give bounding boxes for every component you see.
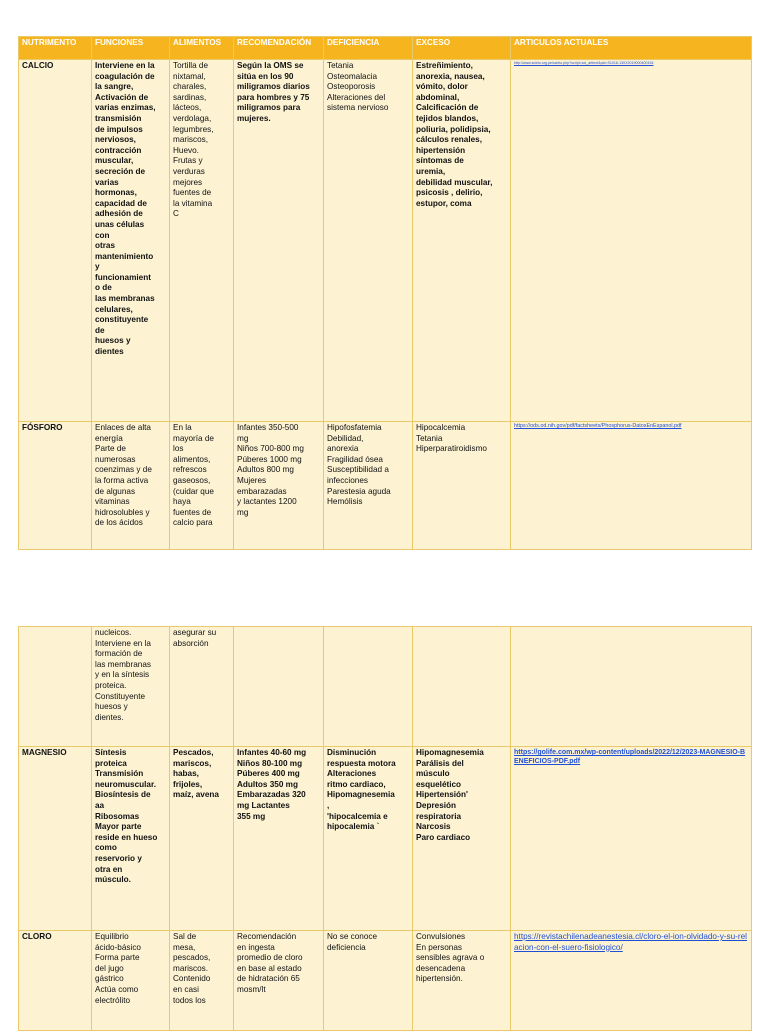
- cell-line: embarazadas: [237, 486, 287, 496]
- header-nutrimento: NUTRIMENTO: [19, 37, 92, 60]
- cell-line: Transmisión: [95, 769, 144, 779]
- cell-line: proteica: [95, 758, 127, 768]
- cell-line: mg Lactantes: [237, 800, 290, 810]
- cell-line: 355 mg: [237, 811, 266, 821]
- cell-line: Paro cardiaco: [416, 832, 471, 842]
- functions-cell: [92, 422, 170, 550]
- functions-cell: [92, 747, 170, 931]
- cell-line: Recomendación: [237, 932, 297, 941]
- cell-line: proteica.: [95, 680, 127, 690]
- cell-line: Alteraciones: [327, 769, 377, 779]
- header-deficiencia: DEFICIENCIA: [324, 37, 413, 60]
- article-link[interactable]: https://revistachilenadeanestesia.cl/cloro-el-ion-olvidado-y-su-relacion-con-el-suero-fisiologico/: [514, 932, 747, 952]
- cell-line: Síntesis: [95, 748, 127, 757]
- cell-line: fuentes de: [173, 507, 212, 517]
- cell-line: varias: [95, 177, 119, 187]
- cell-line: maíz, avena: [173, 790, 219, 800]
- cell-line: Niños 700-800 mg: [237, 444, 304, 454]
- nutrient-name: MAGNESIO: [19, 747, 92, 931]
- cell-line: contracción: [95, 145, 142, 155]
- cell-line: dientes: [95, 347, 124, 357]
- excess-cell: [413, 422, 511, 550]
- cell-line: Forma parte: [95, 953, 140, 963]
- cell-line: cálculos renales,: [416, 135, 482, 145]
- nutrient-name: CALCIO: [19, 60, 92, 422]
- nutrient-table-page1: [18, 36, 752, 550]
- cell-line: otras: [95, 241, 116, 251]
- cell-line: Hemólisis: [327, 497, 363, 507]
- cell-line: anorexia, nausea,: [416, 71, 485, 81]
- cell-line: como: [95, 843, 117, 853]
- header-alimentos: ALIMENTOS: [170, 37, 234, 60]
- cell-line: músculo: [416, 769, 450, 779]
- cell-line: Niños 80-100 mg: [237, 758, 303, 768]
- cell-line: ritmo cardiaco,: [327, 779, 386, 789]
- cell-line: la forma activa: [95, 475, 149, 485]
- cell-line: unas células: [95, 219, 145, 229]
- cell-line: los: [173, 444, 184, 454]
- recommendation-cell: [234, 747, 324, 931]
- deficiency-cell: [324, 422, 413, 550]
- cell-line: Frutas y: [173, 156, 203, 166]
- cell-line: de los ácidos: [95, 518, 143, 528]
- cell-line: charales,: [173, 82, 207, 92]
- cell-line: Hipomagnesemia: [327, 790, 395, 800]
- cell-line: funcionamient: [95, 272, 151, 282]
- cell-line: adhesión de: [95, 209, 143, 219]
- cell-line: promedio de cloro: [237, 953, 303, 963]
- cell-line: desencadena: [416, 963, 466, 973]
- cell-line: músculo.: [95, 875, 131, 885]
- cell-line: Equilibrio: [95, 932, 129, 941]
- cell-line: mantenimiento: [95, 251, 154, 261]
- article-cell: [511, 627, 752, 747]
- cell-line: mg: [237, 507, 249, 517]
- cell-line: frijoles,: [173, 779, 203, 789]
- nutrient-name: CLORO: [19, 931, 92, 1031]
- cell-line: Osteomalacia: [327, 71, 378, 81]
- cell-line: Hipocalcemia: [416, 423, 466, 432]
- cell-line: otra en: [95, 864, 123, 874]
- cell-line: sistema nervioso: [327, 103, 389, 113]
- cell-line: muscular,: [95, 156, 134, 166]
- cell-line: nucleicos.: [95, 628, 132, 637]
- cell-line: mujeres.: [237, 113, 271, 123]
- cell-line: lácteos,: [173, 103, 202, 113]
- functions-cell: [92, 60, 170, 422]
- cell-line: coagulación de: [95, 71, 155, 81]
- cell-line: las membranas: [95, 294, 155, 304]
- cell-line: Huevo.: [173, 145, 199, 155]
- cell-line: Disminución: [327, 748, 377, 757]
- cell-line: Contenido: [173, 974, 211, 984]
- cell-line: de: [95, 325, 105, 335]
- cell-line: habas,: [173, 769, 199, 779]
- cell-line: hormonas,: [95, 188, 137, 198]
- cell-line: haya: [173, 497, 191, 507]
- table-row-calcio: [19, 60, 752, 422]
- cell-line: infecciones: [327, 475, 368, 485]
- deficiency-cell: [324, 931, 413, 1031]
- cell-line: para hombres y 75: [237, 92, 310, 102]
- cell-line: hipertensión: [416, 145, 466, 155]
- cell-line: Calcificación de: [416, 103, 479, 113]
- cell-line: Alteraciones del: [327, 92, 386, 102]
- cell-line: nerviosos,: [95, 135, 136, 145]
- cell-line: Actúa como: [95, 984, 139, 994]
- deficiency-cell: [324, 60, 413, 422]
- cell-line: de algunas: [95, 486, 136, 496]
- foods-cell: [170, 422, 234, 550]
- cell-line: Activación de: [95, 92, 149, 102]
- cell-line: No se conoce: [327, 932, 378, 941]
- cell-line: En la: [173, 423, 192, 432]
- cell-line: gaseosos,: [173, 475, 211, 485]
- cell-line: Ribosomas: [95, 811, 140, 821]
- cell-line: Parestesia aguda: [327, 486, 391, 496]
- cell-line: miligramos para: [237, 103, 301, 113]
- cell-line: la vitamina: [173, 198, 213, 208]
- cell-line: pescados,: [173, 953, 211, 963]
- cell-line: sensibles agrava o: [416, 953, 485, 963]
- cell-line: constituyente: [95, 315, 149, 325]
- cell-line: debilidad muscular,: [416, 177, 493, 187]
- cell-line: mariscos.: [173, 963, 209, 973]
- cell-line: Tortilla de: [173, 61, 209, 70]
- cell-line: de impulsos: [95, 124, 143, 134]
- cell-line: neuromuscular.: [95, 779, 156, 789]
- header-articulos: ARTICULOS ACTUALES: [511, 37, 752, 60]
- cell-line: huesos y: [95, 336, 131, 346]
- excess-cell: [413, 931, 511, 1031]
- article-link[interactable]: https://ods.od.nih.gov/pdf/factsheets/Phosphorus-DatosEnEspanol.pdf: [514, 423, 682, 429]
- cell-line: y en la síntesis: [95, 670, 150, 680]
- cell-line: aa: [95, 800, 105, 810]
- cell-line: mayoría de: [173, 433, 214, 443]
- functions-cell: [92, 627, 170, 747]
- cell-line: mesa,: [173, 942, 196, 952]
- table-row-fosforo: [19, 422, 752, 550]
- cell-line: Púberes 400 mg: [237, 769, 300, 779]
- cell-line: Mayor parte: [95, 822, 142, 832]
- cell-line: Sal de: [173, 932, 197, 941]
- cell-line: de hidratación 65: [237, 974, 300, 984]
- cell-line: con: [95, 230, 110, 240]
- cell-line: Hipofosfatemia: [327, 423, 382, 432]
- cell-line: esquelético: [416, 779, 462, 789]
- cell-line: Embarazadas 320: [237, 790, 306, 800]
- cell-line: celulares,: [95, 304, 133, 314]
- cell-line: y: [95, 262, 100, 272]
- cell-line: absorción: [173, 638, 209, 648]
- cell-line: asegurar su: [173, 628, 217, 637]
- cell-line: gástrico: [95, 974, 124, 984]
- cell-line: respuesta motora: [327, 758, 396, 768]
- cell-line: coenzimas y de: [95, 465, 152, 475]
- deficiency-cell: [324, 747, 413, 931]
- cell-line: en casi: [173, 984, 199, 994]
- cell-line: formación de: [95, 649, 143, 659]
- cell-line: reside en hueso: [95, 832, 158, 842]
- cell-line: Adultos 350 mg: [237, 779, 298, 789]
- cell-line: síntomas de: [416, 156, 464, 166]
- cell-line: sitúa en los 90: [237, 71, 294, 81]
- cell-line: la sangre,: [95, 82, 134, 92]
- cell-line: hipocalemia `: [327, 822, 380, 832]
- cell-line: o de: [95, 283, 112, 293]
- cell-line: Biosíntesis de: [95, 790, 151, 800]
- cell-line: dientes.: [95, 712, 124, 722]
- recommendation-cell: [234, 627, 324, 747]
- cell-line: mariscos,: [173, 135, 209, 145]
- cell-line: abdominal,: [416, 92, 460, 102]
- cell-line: vómito, dolor: [416, 82, 468, 92]
- cell-line: en base al estado: [237, 963, 302, 973]
- cell-line: uremia,: [416, 166, 446, 176]
- cell-line: 'hipocalcemia e: [327, 811, 388, 821]
- article-link[interactable]: https://golife.com.mx/wp-content/uploads/2022/12/2023-MAGNESIO-BENEFICIOS-PDF.pdf: [514, 749, 746, 765]
- cell-line: Adultos 800 mg: [237, 465, 294, 475]
- cell-line: en ingesta: [237, 942, 275, 952]
- cell-line: ,: [327, 800, 330, 810]
- cell-line: legumbres,: [173, 124, 214, 134]
- cell-line: C: [173, 209, 179, 219]
- recommendation-cell: [234, 422, 324, 550]
- header-funciones: FUNCIONES: [92, 37, 170, 60]
- cell-line: verdolaga,: [173, 113, 212, 123]
- deficiency-cell: [324, 627, 413, 747]
- cell-line: mejores: [173, 177, 203, 187]
- cell-line: secreción de: [95, 166, 146, 176]
- article-cell: [511, 931, 752, 1031]
- cell-line: Narcosis: [416, 822, 451, 832]
- cell-line: Parálisis del: [416, 758, 464, 768]
- cell-line: y lactantes 1200: [237, 497, 297, 507]
- recommendation-cell: [234, 60, 324, 422]
- cell-line: estupor, coma: [416, 198, 472, 208]
- cell-line: poliuria, polidipsia,: [416, 124, 491, 134]
- article-cell: [511, 422, 752, 550]
- cell-line: respiratoria: [416, 811, 462, 821]
- table-row-fosforo-continued: [19, 627, 752, 747]
- excess-cell: [413, 627, 511, 747]
- cell-line: refrescos: [173, 465, 207, 475]
- cell-line: anorexia: [327, 444, 359, 454]
- cell-line: Mujeres: [237, 475, 267, 485]
- cell-line: Pescados,: [173, 748, 214, 757]
- article-cell: [511, 747, 752, 931]
- cell-line: Estreñimiento,: [416, 61, 473, 70]
- nutrient-name: FÓSFORO: [19, 422, 92, 550]
- cell-line: Infantes 40-60 mg: [237, 748, 307, 757]
- cell-line: varias enzimas,: [95, 103, 156, 113]
- cell-line: nixtamal,: [173, 71, 206, 81]
- cell-line: transmisión: [95, 113, 142, 123]
- article-cell: [511, 60, 752, 422]
- header-exceso: EXCESO: [413, 37, 511, 60]
- cell-line: fuentes de: [173, 188, 212, 198]
- nutrient-name: [19, 627, 92, 747]
- cell-line: Fragilidad ósea: [327, 454, 383, 464]
- cell-line: huesos y: [95, 702, 128, 712]
- cell-line: todos los: [173, 995, 206, 1005]
- cell-line: Tetania: [416, 433, 443, 443]
- cell-line: hipertensión.: [416, 974, 463, 984]
- cell-line: las membranas: [95, 659, 151, 669]
- cell-line: En personas: [416, 942, 462, 952]
- cell-line: tejidos blandos,: [416, 113, 479, 123]
- cell-line: sardinas,: [173, 92, 207, 102]
- table-header-row: [19, 37, 752, 60]
- functions-cell: [92, 931, 170, 1031]
- cell-line: Constituyente: [95, 691, 146, 701]
- foods-cell: [170, 60, 234, 422]
- foods-cell: [170, 747, 234, 931]
- cell-line: Osteoporosis: [327, 82, 376, 92]
- nutrient-table-page2: [18, 626, 752, 1031]
- foods-cell: [170, 627, 234, 747]
- cell-line: reservorio y: [95, 853, 142, 863]
- table-row-cloro: [19, 931, 752, 1031]
- excess-cell: [413, 60, 511, 422]
- cell-line: Tetania: [327, 61, 354, 70]
- cell-line: (cuidar que: [173, 486, 214, 496]
- cell-line: alimentos,: [173, 454, 211, 464]
- cell-line: energía: [95, 433, 123, 443]
- cell-line: ácido-básico: [95, 942, 141, 952]
- excess-cell: [413, 747, 511, 931]
- cell-line: mosm/lt: [237, 984, 266, 994]
- header-recomendacion: RECOMENDACIÓN: [234, 37, 324, 60]
- cell-line: Convulsiones: [416, 932, 466, 941]
- recommendation-cell: [234, 931, 324, 1031]
- cell-line: calcio para: [173, 518, 213, 528]
- cell-line: mariscos,: [173, 758, 212, 768]
- cell-line: verduras: [173, 166, 205, 176]
- cell-line: mg: [237, 433, 249, 443]
- cell-line: Susceptibilidad a: [327, 465, 389, 475]
- cell-line: Debilidad,: [327, 433, 364, 443]
- cell-line: numerosas: [95, 454, 136, 464]
- cell-line: del jugo: [95, 963, 124, 973]
- cell-line: Según la OMS se: [237, 61, 304, 70]
- cell-line: electrólito: [95, 995, 131, 1005]
- cell-line: Hipertensión': [416, 790, 468, 800]
- cell-line: vitaminas: [95, 497, 130, 507]
- cell-line: Infantes 350-500: [237, 423, 299, 432]
- cell-line: capacidad de: [95, 198, 147, 208]
- cell-line: miligramos diarios: [237, 82, 310, 92]
- foods-cell: [170, 931, 234, 1031]
- cell-line: psicosis , delirio,: [416, 188, 483, 198]
- table-row-magnesio: [19, 747, 752, 931]
- cell-line: Interviene en la: [95, 638, 151, 648]
- article-link[interactable]: http://www.scielo.org.pe/scielo.php?script=sci_arttext&pid=S1018-130X2019000400154: [514, 61, 654, 65]
- cell-line: Hiperparatiroidismo: [416, 444, 487, 454]
- cell-line: deficiencia: [327, 942, 366, 952]
- cell-line: Parte de: [95, 444, 126, 454]
- cell-line: Enlaces de alta: [95, 423, 151, 432]
- cell-line: Hipomagnesemia: [416, 748, 484, 757]
- cell-line: hidrosolubles y: [95, 507, 150, 517]
- cell-line: Interviene en la: [95, 61, 155, 70]
- cell-line: Depresión: [416, 800, 457, 810]
- cell-line: Púberes 1000 mg: [237, 454, 302, 464]
